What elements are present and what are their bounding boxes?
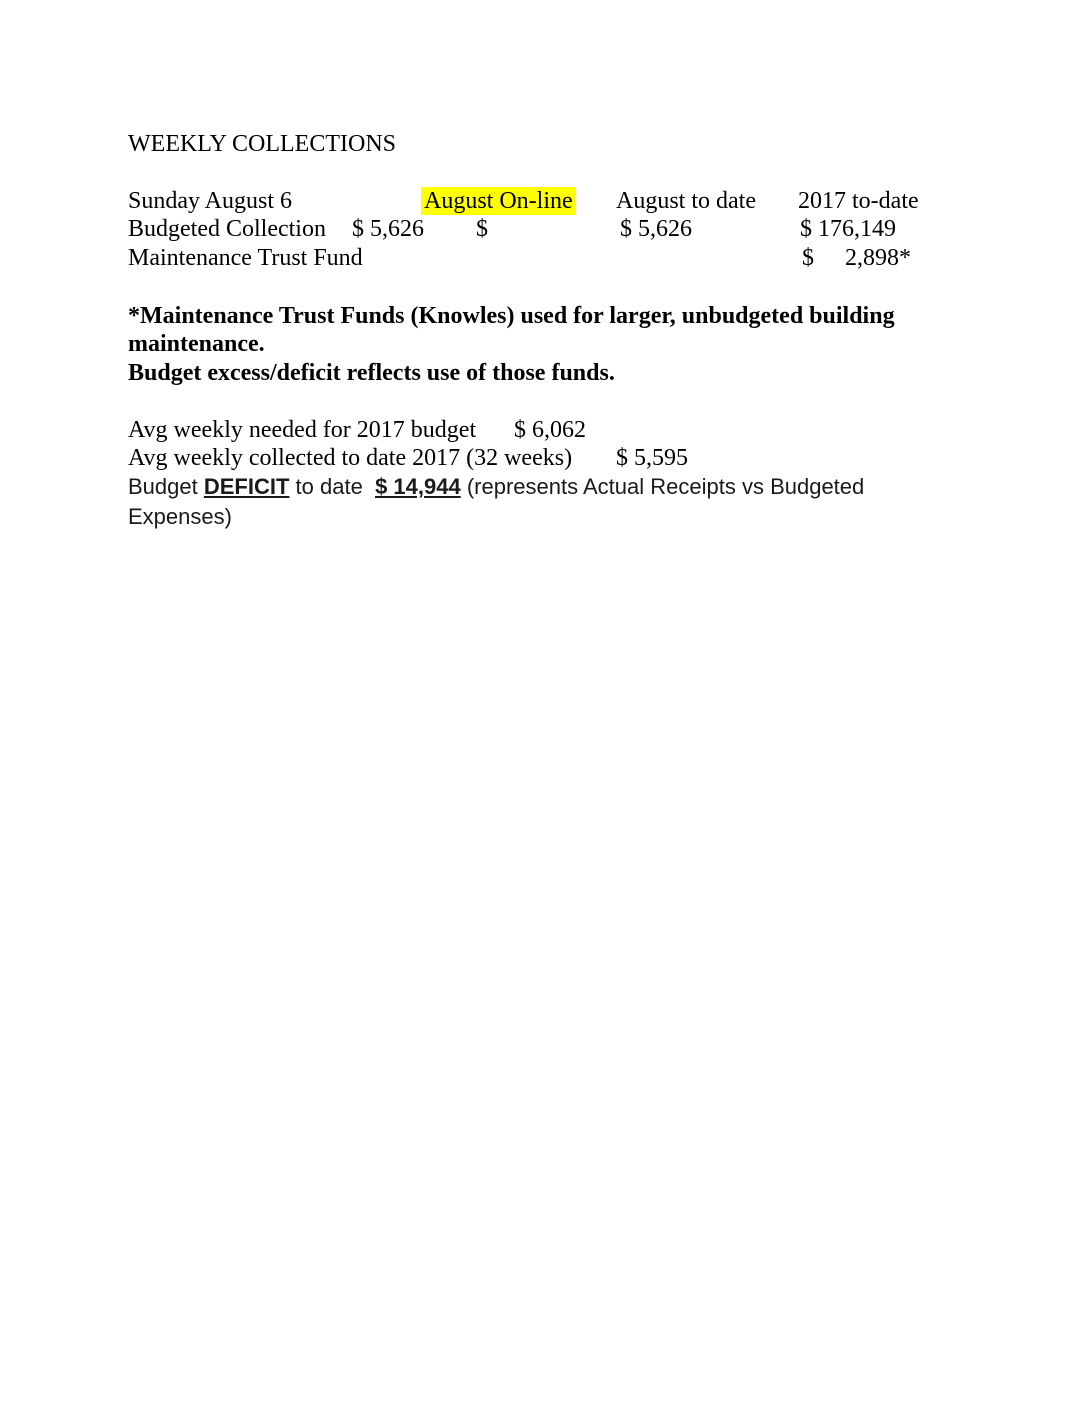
maintenance-trust-label: Maintenance Trust Fund (128, 245, 363, 271)
deficit-statement (128, 472, 948, 532)
budgeted-year-to-date-value: $ 176,149 (800, 216, 896, 242)
header-year-to-date-label: 2017 to-date (798, 188, 919, 214)
budgeted-month-to-date-value: $ 5,626 (620, 216, 692, 242)
maintenance-year-to-date-value: 2,898* (845, 245, 911, 271)
header-date-label: Sunday August 6 (128, 188, 293, 214)
avg-collected-value: $ 5,595 (616, 445, 688, 471)
deficit-suffix: (represents Actual Receipts vs Budgeted (466, 474, 865, 499)
header-month-to-date-label: August to date (616, 188, 756, 214)
note-line-2: maintenance. (128, 331, 265, 357)
avg-collected-label: Avg weekly collected to date 2017 (32 weeks) (128, 445, 573, 471)
deficit-suffix-line-2: Expenses) (128, 504, 232, 529)
note-line-3: Budget excess/deficit reflects use of those funds. (128, 360, 615, 386)
deficit-prefix: Budget (128, 474, 198, 499)
avg-needed-value: $ 6,062 (514, 417, 586, 443)
maintenance-dollar-sign: $ (802, 245, 814, 271)
budgeted-collection-label: Budgeted Collection (128, 216, 326, 242)
note-line-1: *Maintenance Trust Funds (Knowles) used for larger, unbudgeted building (128, 303, 895, 329)
budgeted-sunday-value: $ 5,626 (352, 216, 424, 242)
avg-needed-label: Avg weekly needed for 2017 budget (128, 417, 477, 443)
header-online-label: August On-line (421, 187, 576, 215)
deficit-amount: $ 14,944 (375, 474, 461, 499)
document-title: WEEKLY COLLECTIONS (128, 131, 396, 157)
budgeted-online-value: $ (476, 216, 488, 242)
deficit-word: DEFICIT (203, 474, 290, 499)
deficit-middle: to date (295, 474, 363, 499)
